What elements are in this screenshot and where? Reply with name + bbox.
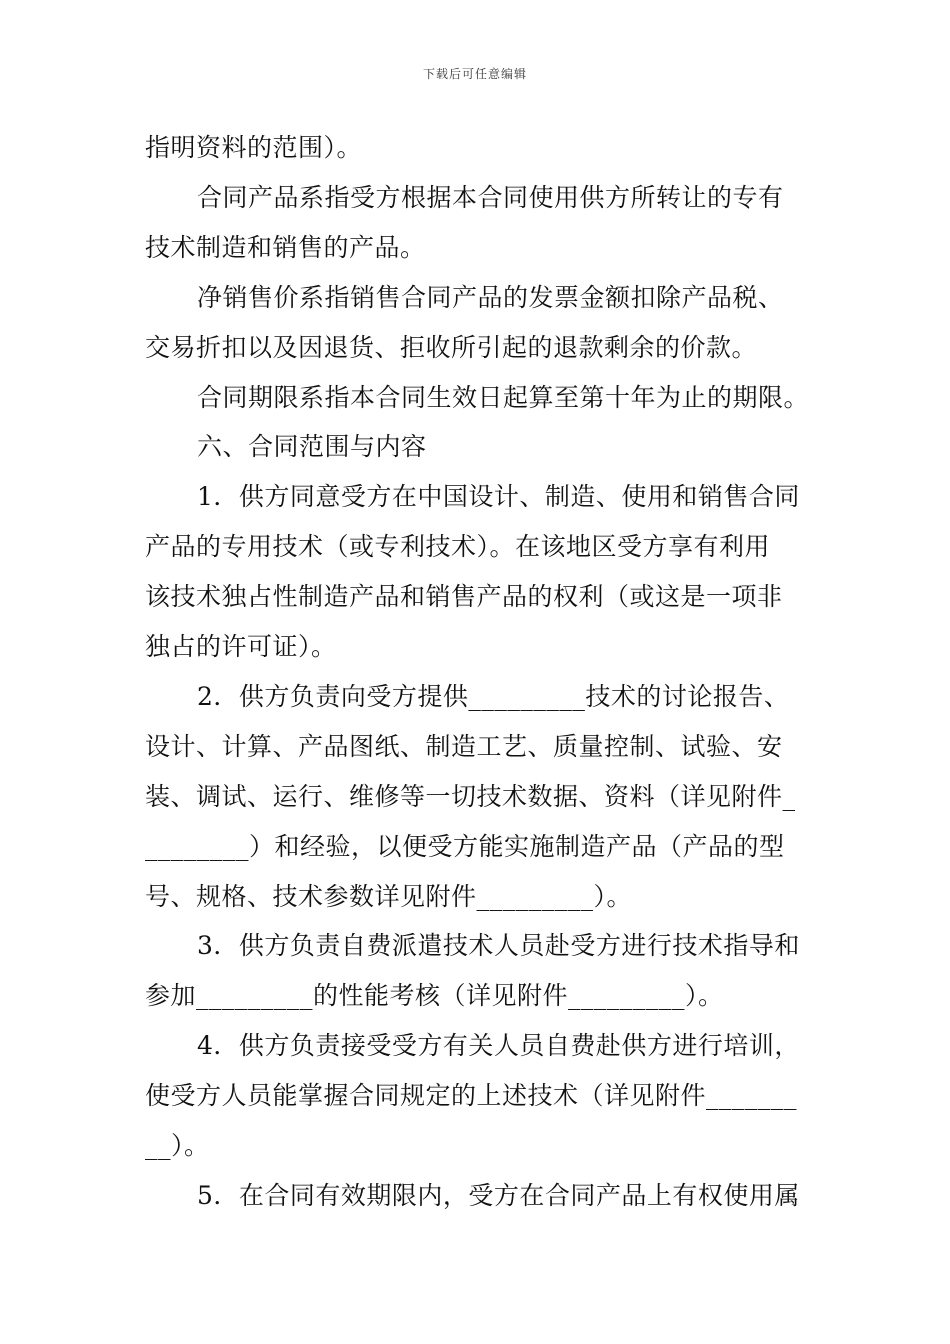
text-line: 指明资料的范围）。: [145, 133, 363, 162]
text-line: 5．在合同有效期限内，受方在合同产品上有权使用属: [197, 1180, 800, 1210]
text-line: 2．供方负责向受方提供_________技术的讨论报告、: [197, 681, 790, 711]
text-line: 交易折扣以及因退货、拒收所引起的退款剩余的价款。: [145, 332, 758, 362]
text-line: 3．供方负责自费派遣技术人员赴受方进行技术指导和: [197, 931, 800, 961]
text-line: 产品的专用技术（或专利技术）。在该地区受方享有利用: [145, 532, 771, 562]
text-line: 该技术独占性制造产品和销售产品的权利（或这是一项非: [145, 582, 783, 612]
text-line: 独占的许可证）。: [145, 632, 337, 661]
text-line: 合同期限系指本合同生效日起算至第十年为止的期限。: [197, 382, 810, 412]
text-line: 合同产品系指受方根据本合同使用供方所转让的专有: [197, 182, 784, 212]
section-heading: 六、合同范围与内容: [197, 432, 427, 462]
text-line: 装、调试、运行、维修等一切技术数据、资料（详见附件_: [145, 781, 796, 811]
text-line: 号、规格、技术参数详见附件_________）。: [145, 881, 633, 911]
text-line: 参加_________的性能考核（详见附件_________）。: [145, 981, 724, 1011]
text-line: 使受方人员能掌握合同规定的上述技术（详见附件_______: [145, 1081, 798, 1111]
text-line: 设计、计算、产品图纸、制造工艺、质量控制、试验、安: [145, 731, 783, 761]
text-line: __）。: [145, 1131, 210, 1160]
text-line: 净销售价系指销售合同产品的发票金额扣除产品税、: [197, 282, 784, 312]
text-line: 4．供方负责接受受方有关人员自费赴供方进行培训，: [197, 1031, 800, 1061]
text-line: ________）和经验，以便受方能实施制造产品（产品的型: [145, 831, 785, 861]
text-line: 技术制造和销售的产品。: [145, 232, 426, 262]
page-header: 下载后可任意编辑: [422, 67, 527, 81]
text-line: 1．供方同意受方在中国设计、制造、使用和销售合同: [197, 482, 800, 512]
